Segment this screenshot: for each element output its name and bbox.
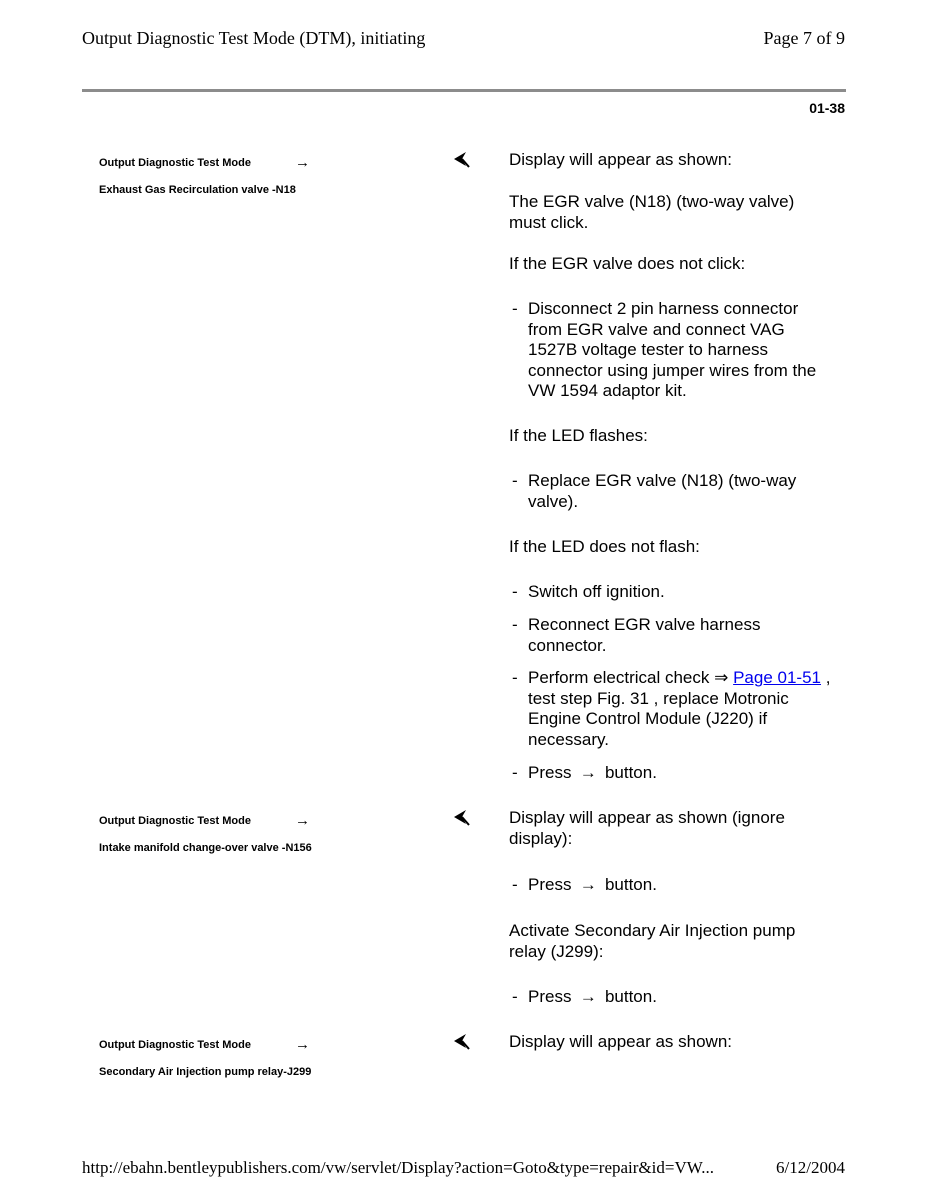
left-pointer-icon <box>452 808 472 828</box>
press-word: Press <box>528 875 572 894</box>
right-arrow-icon: → <box>579 987 597 1006</box>
list-item <box>512 299 832 402</box>
bullet-text <box>528 668 832 750</box>
list-item <box>512 987 832 1008</box>
button-word: button. <box>604 987 657 1006</box>
tester-display-line1: Output Diagnostic Test Mode <box>99 815 251 827</box>
footer-date: 6/12/2004 <box>776 1158 845 1177</box>
bullet-text: Switch off ignition. <box>528 582 665 601</box>
activate-sai-text: Activate Secondary Air Injection pump relay (J299): <box>509 921 796 961</box>
bullet-dash: - <box>512 471 518 490</box>
page-01-51-link[interactable]: Page 01-51 <box>733 668 821 687</box>
footer-url: http://ebahn.bentleypublishers.com/vw/servlet/Display?action=Goto&type=repair&id=VW... <box>82 1158 714 1177</box>
tester-display-line1: Output Diagnostic Test Mode <box>99 1039 251 1051</box>
bullet-text: Disconnect 2 pin harness connector from EGR valve and connect VAG 1527B voltage tester to harness connector using jumper wires from the VW 1594 adaptor kit. <box>528 299 817 400</box>
bullet-dash: - <box>512 582 518 601</box>
display-shown-ignore-text: Display will appear as shown (ignore display): <box>509 808 785 848</box>
left-pointer-icon <box>452 150 472 170</box>
list-item <box>512 763 832 784</box>
bullet-text: Replace EGR valve (N18) (two-way valve). <box>528 471 797 511</box>
if-led-not-flash-text: If the LED does not flash: <box>509 537 700 556</box>
list-item <box>512 615 832 656</box>
bullet-dash: - <box>512 763 518 782</box>
page-number: Page 7 of 9 <box>763 28 845 48</box>
display-shown-text-1: Display will appear as shown: <box>509 150 732 169</box>
right-arrow-icon: → <box>295 154 310 171</box>
if-led-flashes-text: If the LED flashes: <box>509 426 648 445</box>
document-title: Output Diagnostic Test Mode (DTM), initiating <box>82 28 426 48</box>
bullet-dash: - <box>512 668 518 687</box>
list-item <box>512 875 832 896</box>
button-word: button. <box>604 875 657 894</box>
tester-display-line2: Intake manifold change-over valve -N156 <box>99 842 312 854</box>
egr-must-click-text: The EGR valve (N18) (two-way valve) must click. <box>509 192 795 232</box>
list-item <box>512 582 832 603</box>
perform-check-prefix: Perform electrical check ⇒ <box>528 668 734 687</box>
right-arrow-icon: → <box>295 812 310 829</box>
tester-display-line1: Output Diagnostic Test Mode <box>99 157 251 169</box>
press-word: Press <box>528 987 572 1006</box>
bullet-dash: - <box>512 875 518 894</box>
press-word: Press <box>528 763 572 782</box>
bullet-dash: - <box>512 615 518 634</box>
tester-display-line2: Secondary Air Injection pump relay-J299 <box>99 1066 312 1078</box>
tester-display-line2: Exhaust Gas Recirculation valve -N18 <box>99 184 296 196</box>
perform-check-suffix: , test step Fig. 31 , replace Motronic Engine Control Module (J220) if necessary. <box>528 668 831 749</box>
display-shown-text-3: Display will appear as shown: <box>509 1032 732 1051</box>
section-number: 01-38 <box>809 100 845 116</box>
right-arrow-icon: → <box>295 1036 310 1053</box>
left-pointer-icon <box>452 1032 472 1052</box>
bullet-dash: - <box>512 987 518 1006</box>
button-word: button. <box>604 763 657 782</box>
if-egr-not-click-text: If the EGR valve does not click: <box>509 254 746 273</box>
bullet-dash: - <box>512 299 518 318</box>
list-item <box>512 668 832 750</box>
list-item <box>512 471 832 512</box>
right-arrow-icon: → <box>579 763 597 782</box>
bullet-text: Reconnect EGR valve harness connector. <box>528 615 761 655</box>
header-divider <box>82 89 846 92</box>
right-arrow-icon: → <box>579 875 597 894</box>
